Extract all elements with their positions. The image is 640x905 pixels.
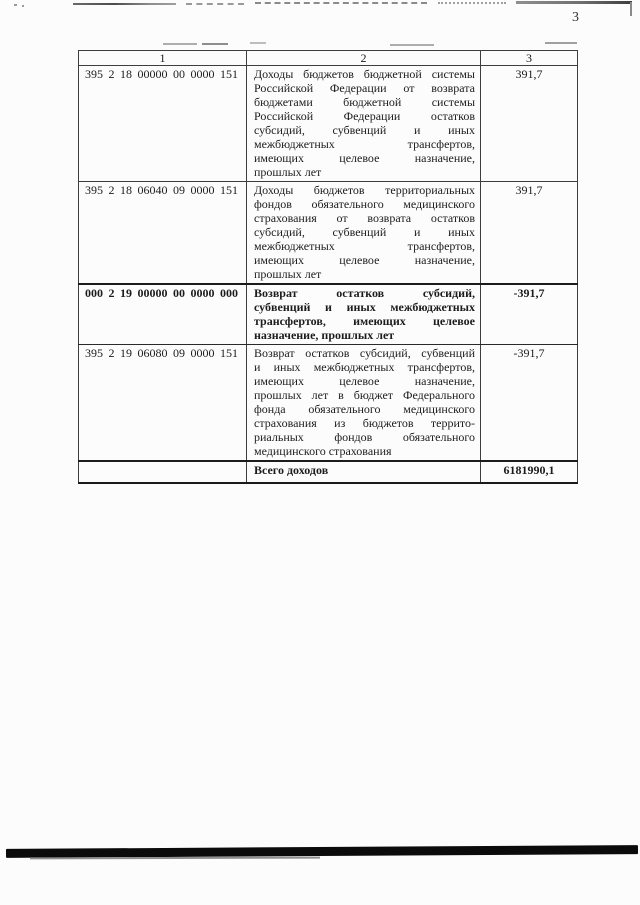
scan-top-edge-line	[516, 1, 632, 4]
budget-code: 395 2 18 00000 00 0000 151	[79, 66, 247, 182]
scan-smudge	[545, 42, 577, 44]
table-row-total	[79, 461, 578, 483]
scan-smudge	[202, 43, 228, 45]
revenue-description: Доходы бюджетов территориальных фондов обязательного медицинского страхования от возврата остатков субсидий, субвенций и иных межбюджетных трансфертов, имеющих целевое назначение, прошлых лет	[247, 182, 481, 285]
scan-bottom-black-bar	[6, 845, 638, 858]
column-header-code: 1	[79, 51, 247, 66]
scan-top-edge-line	[73, 3, 176, 5]
budget-revenues-table	[78, 50, 578, 484]
table-row	[79, 345, 578, 462]
scan-smudge	[390, 44, 434, 46]
scan-speck	[14, 4, 17, 6]
revenue-description: Возврат остатков субсидий, субвенций и иных межбюджетных трансфертов, имеющих целевое назначение, прошлых лет	[247, 284, 481, 345]
amount-value: -391,7	[481, 345, 578, 462]
table-row	[79, 66, 578, 182]
scan-page-corner-line	[630, 2, 632, 16]
table-header-row	[79, 51, 578, 66]
column-header-amount: 3	[481, 51, 578, 66]
total-label: Всего доходов	[247, 461, 481, 483]
total-empty-cell	[79, 461, 247, 483]
budget-code: 395 2 18 06040 09 0000 151	[79, 182, 247, 285]
scan-bottom-bar-fringe	[30, 857, 320, 860]
amount-value: -391,7	[481, 284, 578, 345]
amount-value: 391,7	[481, 66, 578, 182]
scan-top-edge-line	[438, 2, 506, 4]
scan-top-edge-line	[255, 2, 427, 4]
column-header-description: 2	[247, 51, 481, 66]
budget-code: 000 2 19 00000 00 0000 000	[79, 284, 247, 345]
revenue-description: Возврат остатков субсидий, субвенций и иных межбюджетных трансфертов, имеющих целевое назначение, прошлых лет в бюджет Федерального фонда обязательного медицинского страхования из бюджетов террито- риальных фондов обязательного медицинского страхования	[247, 345, 481, 462]
table-row-summary-bold	[79, 284, 578, 345]
scan-speck	[22, 5, 24, 7]
page-number: 3	[572, 10, 579, 25]
budget-code: 395 2 19 06080 09 0000 151	[79, 345, 247, 462]
amount-value: 391,7	[481, 182, 578, 285]
total-amount: 6181990,1	[481, 461, 578, 483]
table-row	[79, 182, 578, 285]
scan-top-edge-line	[186, 3, 244, 5]
revenue-description: Доходы бюджетов бюджетной системы Российской Федерации от возврата бюджетами бюджетной системы Российской Федерации остатков субсидий, субвенций и иных межбюджетных трансфертов, имеющих целевое назначение, прошлых лет	[247, 66, 481, 182]
scan-smudge	[163, 43, 197, 45]
scan-smudge	[250, 42, 266, 44]
